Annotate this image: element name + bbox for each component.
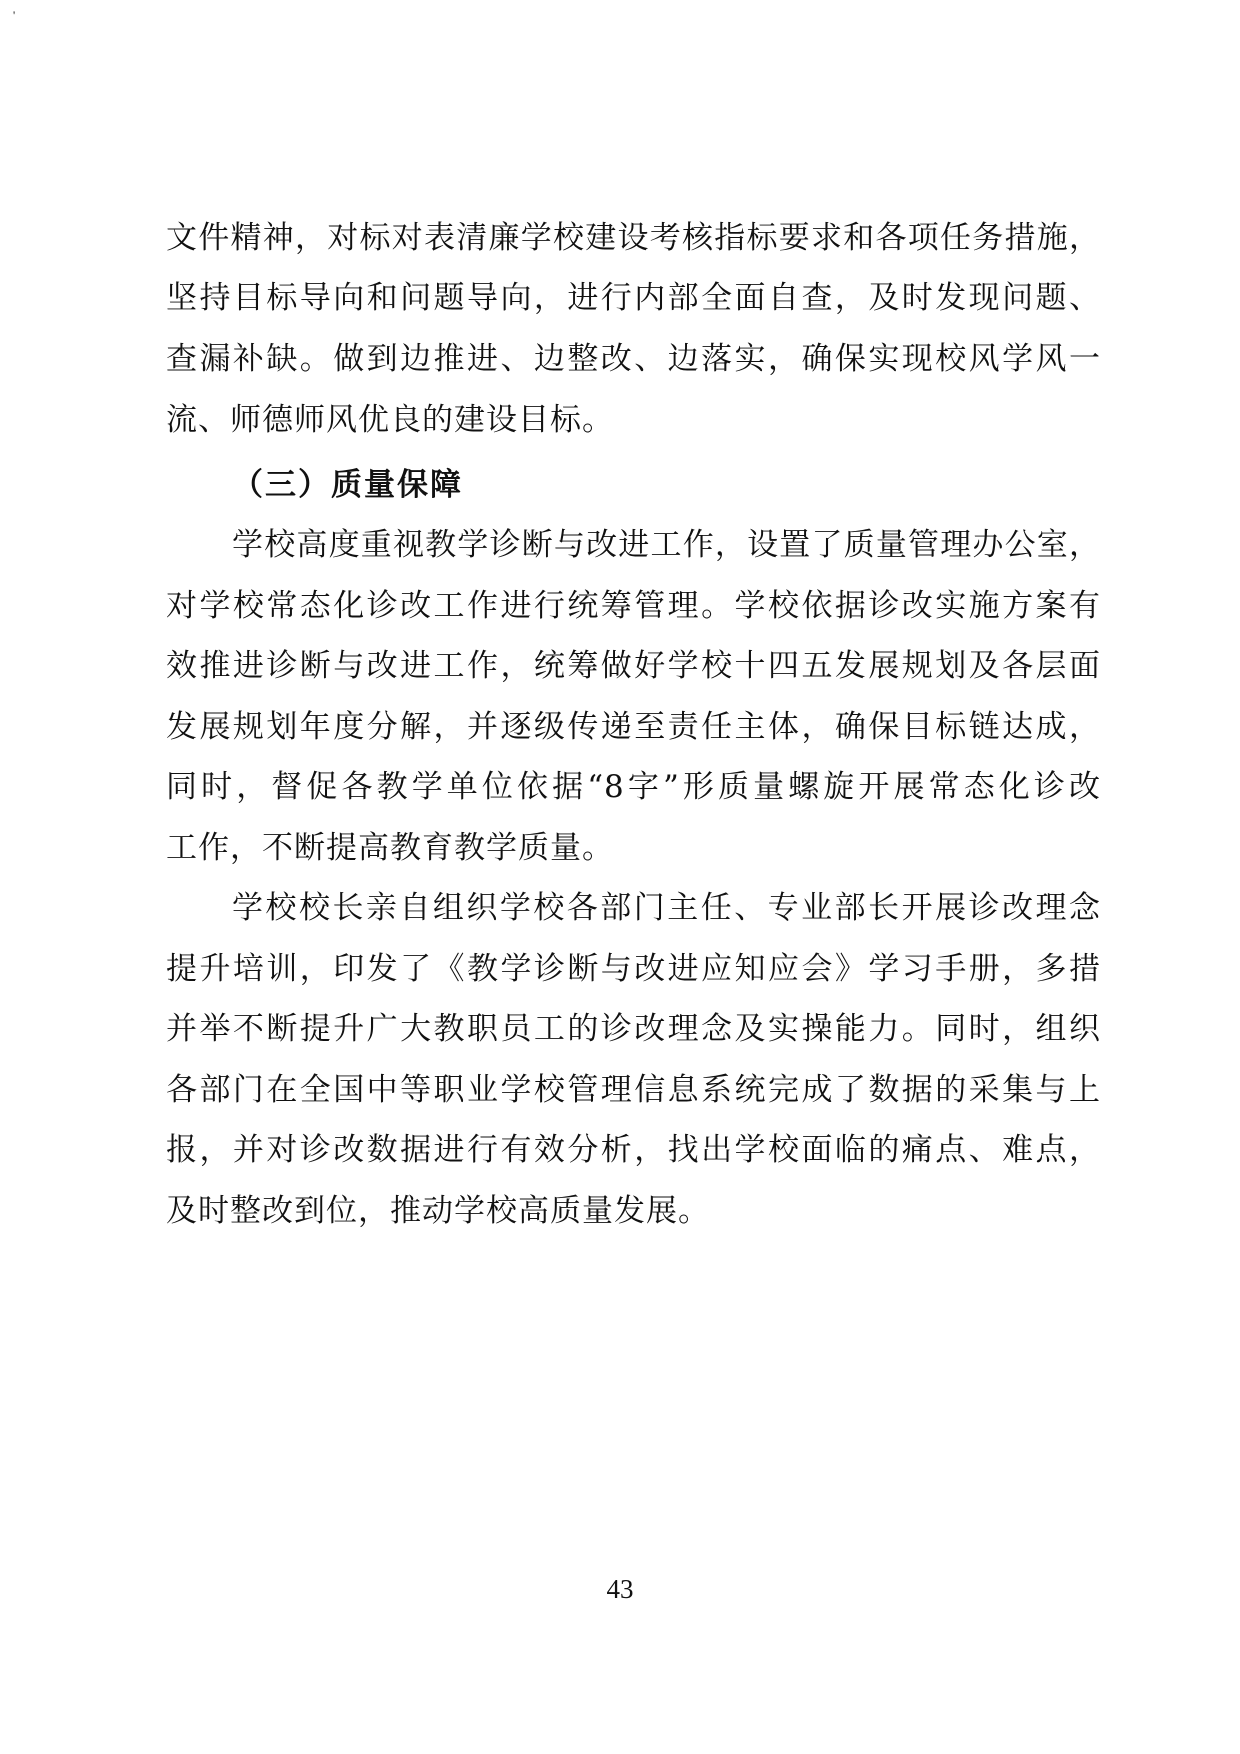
paragraph-line: 对学校常态化诊改工作进行统筹管理。学校依据诊改实施方案有 [166,588,1101,624]
paragraph-line: 报，并对诊改数据进行有效分析，找出学校面临的痛点、难点， [166,1132,1101,1168]
paragraph-line: 流、师德师风优良的建设目标。 [166,402,614,438]
paragraph-line: 并举不断提升广大教职员工的诊改理念及实操能力。同时，组织 [166,1011,1101,1047]
paragraph-line: 各部门在全国中等职业学校管理信息系统完成了数据的采集与上 [166,1072,1101,1108]
corner-mark: ' [13,8,16,22]
paragraph-line: 工作，不断提高教育教学质量。 [166,830,614,866]
paragraph-line: 查漏补缺。做到边推进、边整改、边落实，确保实现校风学风一 [166,341,1101,377]
paragraph-line: 同时，督促各教学单位依据“8字”形质量螺旋开展常态化诊改 [166,769,1101,805]
paragraph-line: 及时整改到位，推动学校高质量发展。 [166,1193,710,1229]
paragraph-line: 学校高度重视教学诊断与改进工作，设置了质量管理办公室， [232,527,1101,563]
paragraph-line: 效推进诊断与改进工作，统筹做好学校十四五发展规划及各层面 [166,648,1101,684]
paragraph-line: 学校校长亲自组织学校各部门主任、专业部长开展诊改理念 [232,890,1101,926]
paragraph-line: 坚持目标导向和问题导向，进行内部全面自查，及时发现问题、 [166,280,1101,316]
page-number: 43 [606,1574,634,1604]
section-heading: （三）质量保障 [232,467,463,503]
paragraph-line: 提升培训，印发了《教学诊断与改进应知应会》学习手册，多措 [166,951,1101,987]
paragraph-line: 发展规划年度分解，并逐级传递至责任主体，确保目标链达成， [166,709,1101,745]
paragraph-line: 文件精神，对标对表清廉学校建设考核指标要求和各项任务措施， [166,220,1101,256]
